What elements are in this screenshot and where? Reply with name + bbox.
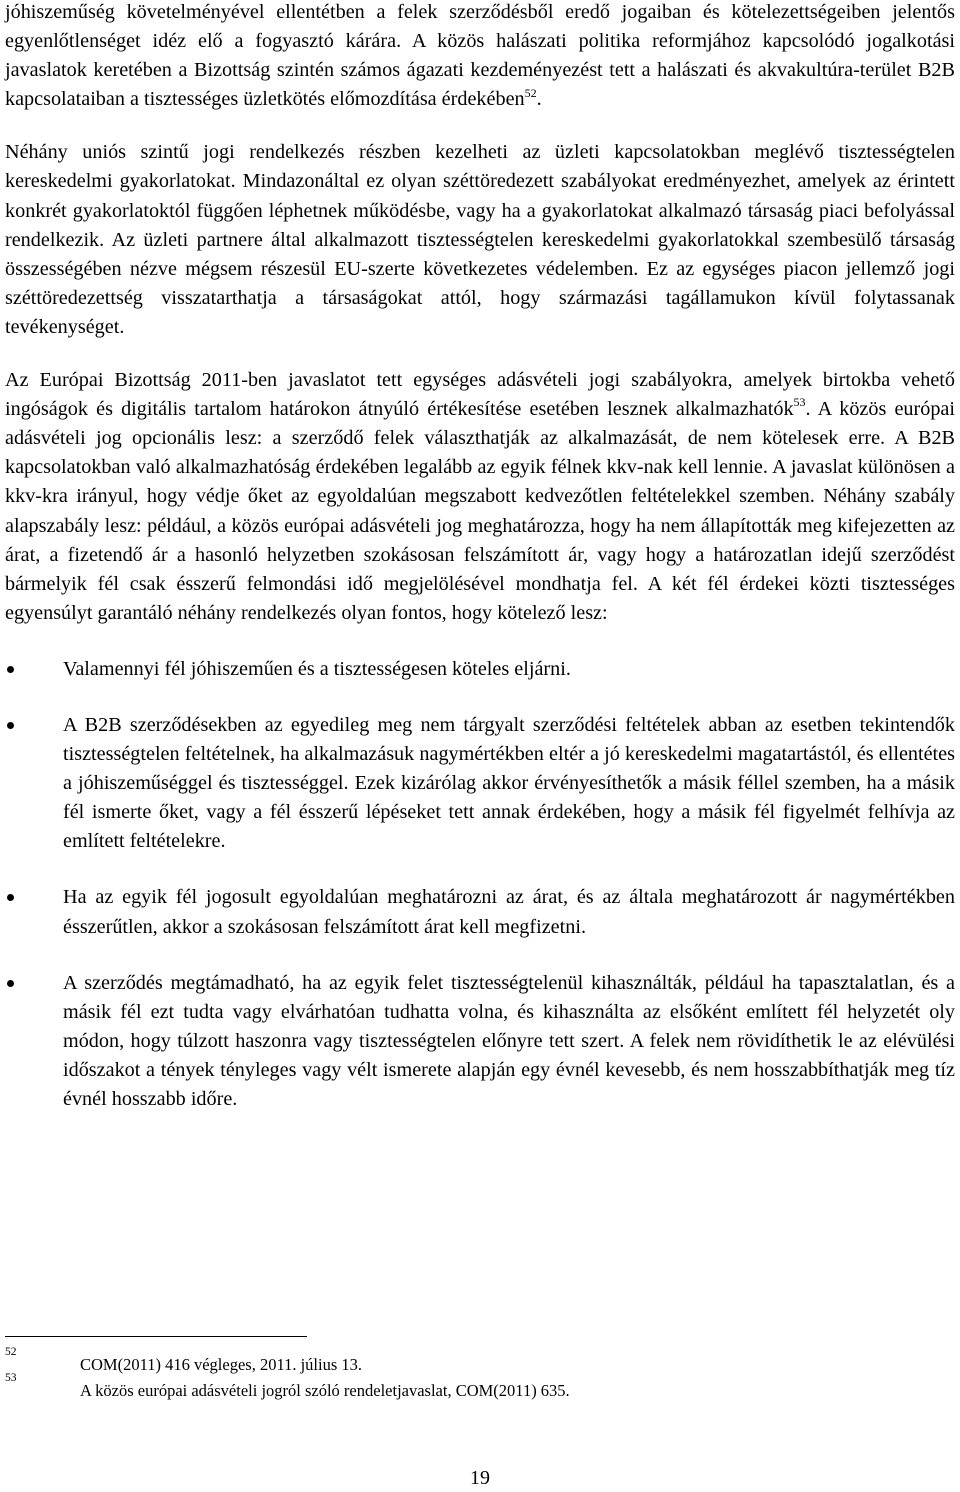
list-item	[5, 711, 955, 856]
bullet-icon	[7, 666, 14, 673]
bullet-icon	[7, 722, 14, 729]
page-number: 19	[470, 1467, 490, 1489]
paragraph-3	[5, 366, 955, 628]
list-item-text: A szerződés megtámadható, ha az egyik felet tisztességtelenül kihasználták, például ha tapasztalatlan, és a másik fél ezt tudta vagy elvárhatóan tudhatta volna, és kihasználta az elsőként említett fél helyzetét oly módon, hogy túlzott haszonra vagy tisztességtelen előnyre tett szert. A felek nem rövidíthetik le az elévülési időszakot a tények tényleges vagy vélt ismerete alapján egy évnél kevesebb, és nem hosszabbíthatják meg tíz évnél hosszabb időre.	[63, 971, 955, 1110]
paragraph-1-tail: .	[536, 88, 542, 111]
footnote-separator	[5, 1336, 307, 1337]
bullet-icon	[7, 980, 14, 987]
paragraph-2	[5, 138, 955, 342]
footnote-number: 53	[5, 1372, 17, 1384]
footnote-52	[5, 1346, 905, 1378]
footnote-ref-52: 52	[524, 85, 537, 100]
paragraph-1-text: jóhiszeműség követelményével ellentétben a felek szerződésből eredő jogaiban és kötelezettségeiben jelentős egyenlőtlenséget idéz elő a fogyasztó kárára. A közös halászati politika reformjához kapcsolódó jogalkotási javaslatok keretében a Bizottság szintén számos ágazati kezdeményezést tett a halászati és akvakultúra-terület B2B kapcsolataiban a tisztességes üzletkötés előmozdítása érdekében	[5, 1, 955, 111]
paragraph-1	[5, 0, 955, 114]
paragraph-3-text-before: Az Európai Bizottság 2011-ben javaslatot tett egységes adásvételi jogi szabályokra, amelyek birtokba vehető ingóságok és digitális tartalom határokon átnyúló értékesítése esetében lesznek alkalmazhatók	[5, 369, 955, 421]
paragraph-2-text: Néhány uniós szintű jogi rendelkezés részben kezelheti az üzleti kapcsolatokban meglévő tisztességtelen kereskedelmi gyakorlatokat. Mindazonáltal ez olyan széttöredezett szabályokat eredményezhet, amelyek az érintett konkrét gyakorlatoktól függően léphetnek működésbe, vagy ha a gyakorlatokat alkalmazó társaság piaci befolyással rendelkezik. Az üzleti partnere által alkalmazott tisztességtelen kereskedelmi gyakorlatokkal szembesülő társaság összességében nézve mégsem részesül EU-szerte következetes védelemben. Ez az egységes piacon jellemző jogi széttöredezettség visszatarthatja a társaságokat attól, hogy származási tagállamukon kívül folytassanak tevékenységet.	[5, 141, 955, 338]
list-item-text: A B2B szerződésekben az egyedileg meg nem tárgyalt szerződési feltételek abban az esetben tekintendők tisztességtelen feltételnek, ha alkalmazásuk nagymértékben eltér a jó kereskedelmi magatartástól, és ellentétes a jóhiszeműséggel és tisztességgel. Ezek kizárólag akkor érvényesíthetők a másik féllel szemben, ha a másik fél ismerte őket, vagy a fél ésszerű lépéseket tett annak érdekében, hogy a másik fél figyelmét felhívja az említett feltételekre.	[63, 713, 955, 853]
list-item-text: Valamennyi fél jóhiszeműen és a tisztességesen köteles eljárni.	[63, 657, 571, 680]
bullet-icon	[7, 894, 14, 901]
list-item-text: Ha az egyik fél jogosult egyoldalúan meghatározni az árat, és az általa meghatározott ár nagymértékben ésszerűtlen, akkor a szokásosan felszámított árat kell megfizetni.	[63, 886, 955, 938]
footnote-53	[5, 1372, 905, 1404]
list-item	[5, 655, 955, 684]
list-item	[5, 883, 955, 941]
footnote-number: 52	[5, 1346, 17, 1358]
paragraph-3-text-after: . A közös európai adásvételi jog opcionális lesz: a szerződő felek választhatják az alkalmazását, de nem kötelesek erre. A B2B kapcsolatokban való alkalmazhatóság érdekében legalább az egyik félnek kkv-nak kell lennie. A javaslat különösen a kkv-kra irányul, hogy védje őket az egyoldalúan megszabott kedvezőtlen feltételekkel szemben. Néhány szabály alapszabály lesz: például, a közös európai adásvételi jog meghatározza, hogy ha nem állapították meg kifejezetten az árat, a fizetendő ár a hasonló helyzetben szokásosan felszámított ár, vagy hogy a határozatlan idejű szerződést bármelyik fél csak ésszerű felmondási idő megjelölésével mondhatja fel. A két fél érdekei közti tisztességes egyensúlyt garantáló néhány rendelkezés olyan fontos, hogy kötelező lesz:	[5, 398, 955, 624]
footnote-text: COM(2011) 416 végleges, 2011. július 13.	[80, 1355, 363, 1374]
footnote-text: A közös európai adásvételi jogról szóló rendeletjavaslat, COM(2011) 635.	[80, 1381, 570, 1400]
document-page	[5, 0, 955, 1141]
bullet-list	[5, 655, 955, 1114]
footnote-ref-53: 53	[793, 395, 806, 410]
list-item	[5, 969, 955, 1114]
footnotes	[5, 1346, 905, 1404]
